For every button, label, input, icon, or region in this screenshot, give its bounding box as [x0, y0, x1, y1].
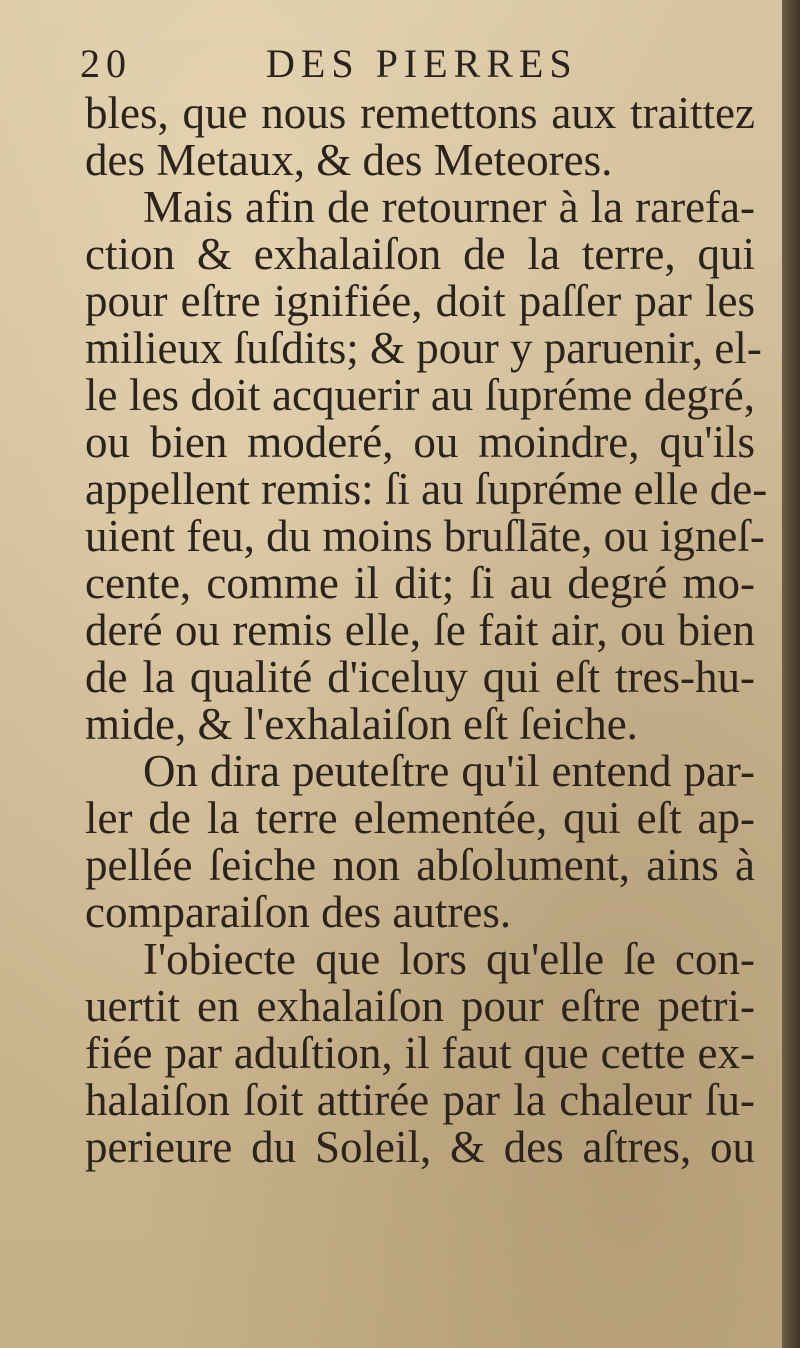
- page-number: 20: [80, 41, 132, 86]
- text-line: ler de la terre elementée, qui eſt ap-: [85, 793, 755, 843]
- page-header: [80, 40, 730, 87]
- text-line: ction & exhalaiſon de la terre, qui: [85, 229, 755, 279]
- text-line: appellent remis: ſi au ſupréme elle de-: [85, 464, 768, 514]
- text-line: des Metaux, & des Meteores.: [85, 135, 613, 185]
- text-line: comparaiſon des autres.: [85, 887, 512, 937]
- text-line: perieure du Soleil, & des aſtres, ou: [85, 1122, 755, 1172]
- text-line: deré ou remis elle, ſe fait air, ou bien: [85, 605, 755, 655]
- running-head: DES PIERRES: [266, 41, 578, 86]
- text-line: le les doit acquerir au ſupréme degré,: [85, 370, 755, 420]
- text-line: de la qualité d'iceluy qui eſt tres-hu-: [85, 652, 755, 702]
- text-line: Mais afin de retourner à la rarefa-: [143, 182, 755, 232]
- text-line: On dira peuteſtre qu'il entend par-: [143, 746, 755, 796]
- text-line: mide, & l'exhalaiſon eſt ſeiche.: [85, 699, 638, 749]
- text-line: uertit en exhalaiſon pour eſtre petri-: [85, 981, 755, 1031]
- text-line: milieux ſuſdits; & pour y paruenir, el-: [85, 323, 762, 373]
- page-gutter: [782, 0, 800, 1348]
- body-text: [85, 88, 768, 1172]
- text-line: bles, que nous remettons aux traittez: [85, 88, 755, 138]
- text-line: uient feu, du moins bruſlāte, ou igneſ-: [85, 511, 765, 561]
- text-line: fiée par aduſtion, il faut que cette ex-: [85, 1028, 755, 1078]
- text-line: pour eſtre ignifiée, doit paſſer par les: [85, 276, 755, 326]
- text-line: ou bien moderé, ou moindre, qu'ils: [85, 417, 755, 467]
- text-line: pellée ſeiche non abſolument, ains à: [85, 840, 755, 890]
- text-line: halaiſon ſoit attirée par la chaleur ſu-: [85, 1075, 755, 1125]
- text-line: I'obiecte que lors qu'elle ſe con-: [143, 934, 755, 984]
- text-line: cente, comme il dit; ſi au degré mo-: [85, 558, 755, 608]
